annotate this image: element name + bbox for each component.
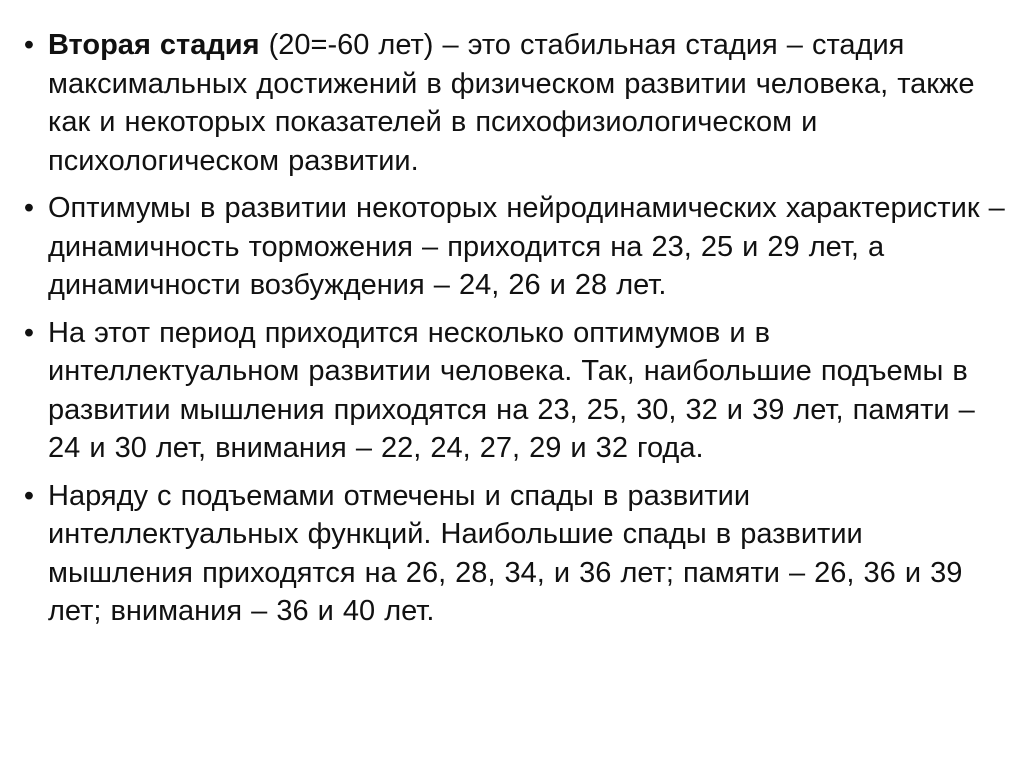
bullet-marker: • — [23, 316, 35, 349]
bullet-text-4 — [48, 477, 1006, 631]
bullet-list — [10, 26, 1006, 631]
bullet-text-body: Оптимумы в развитии некоторых нейродинамических характеристик – динамичность торможения – приходится на 23, 25 и 29 лет, а динамичности возбуждения – 24, 26 и 28 лет. — [48, 192, 1005, 301]
bullet-text-bold: Вторая стадия — [48, 29, 260, 61]
bullet-marker: • — [23, 192, 35, 224]
bullet-text-body: Наряду с подъемами отмечены и спады в развитии интеллектуальных функций. Наибольшие спады в развитии мышления приходятся на 26, 28, 34, и 36 лет; памяти – 26, 36 и 39 лет; внимания – 36 и 40 лет. — [48, 479, 963, 627]
bullet-text-3 — [48, 314, 1006, 468]
bullet-text-1 — [48, 26, 1006, 180]
bullet-marker: • — [23, 29, 35, 61]
bullet-item-1 — [10, 26, 1006, 180]
bullet-item-3 — [10, 314, 1006, 468]
bullet-item-4 — [10, 477, 1006, 631]
bullet-text-2 — [48, 189, 1006, 305]
bullet-text-body: На этот период приходится несколько оптимумов и в интеллектуальном развитии человека. Так, наибольшие подъемы в развитии мышления приходятся на 23, 25, 30, 32 и 39 лет, памяти – 24 и 30 лет, внимания – 22, 24, 27, 29 и 32 года. — [48, 316, 975, 464]
bullet-text-body: (20=-60 лет) – это стабильная стадия – стадия максимальных достижений в физическом развитии человека, также как и некоторых показателей в психофизиологическом и психологическом развитии. — [48, 29, 975, 177]
bullet-marker: • — [23, 479, 35, 512]
bullet-item-2 — [10, 189, 1006, 305]
